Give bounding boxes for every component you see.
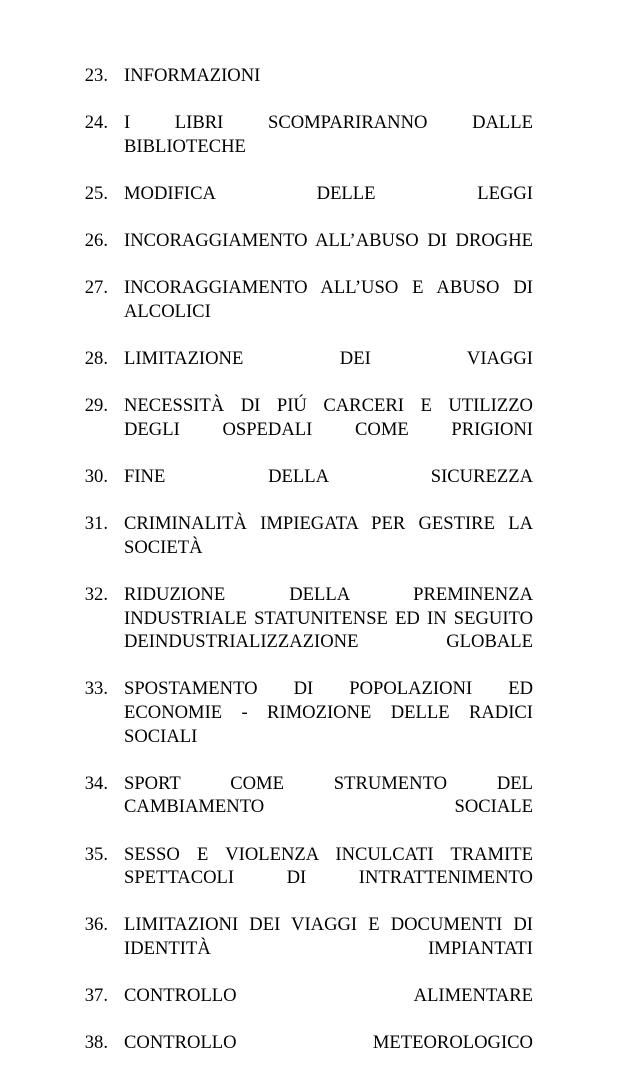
list-item-number: 34.	[84, 772, 108, 794]
list-item	[86, 512, 533, 583]
list-item	[86, 843, 533, 914]
list-item	[86, 182, 533, 229]
list-item-number: 35.	[84, 843, 108, 865]
list-item-number: 31.	[84, 513, 108, 535]
list-item-text: MODIFICA DELLE LEGGI	[124, 182, 533, 204]
list-item-text: RIDUZIONE DELLA PREMINENZA INDUSTRIALE STATUNITENSE ED IN SEGUITO DEINDUSTRIALIZZAZIONE GLOBALE	[124, 584, 533, 653]
list-item-number: 23.	[84, 65, 108, 86]
list-item	[86, 772, 533, 843]
list-item	[86, 677, 533, 771]
list-item-text: SESSO E VIOLENZA INCULCATI TRAMITE SPETTACOLI DI INTRATTENIMENTO	[124, 843, 533, 889]
list-item	[86, 111, 533, 182]
list-item-text: SPORT COME STRUMENTO DEL CAMBIAMENTO SOCIALE	[124, 772, 533, 818]
list-item-number: 26.	[84, 230, 108, 252]
list-item	[86, 276, 533, 347]
list-item-number: 38.	[84, 1032, 108, 1054]
list-item	[86, 394, 533, 465]
list-item-text: INCORAGGIAMENTO ALL’USO E ABUSO DI ALCOLICI	[124, 277, 533, 322]
list-item	[86, 913, 533, 984]
list-item-text: SPOSTAMENTO DI POPOLAZIONI ED ECONOMIE - RIMOZIONE DELLE RADICI SOCIALI	[124, 678, 533, 747]
list-item-text: LIMITAZIONI DEI VIAGGI E DOCUMENTI DI IDENTITÀ IMPIANTATI	[124, 914, 533, 959]
document-text-block	[86, 64, 533, 1079]
list-item-text: FINE DELLA SICUREZZA	[124, 466, 533, 488]
list-item-number: 24.	[84, 112, 108, 134]
list-item	[86, 465, 533, 512]
list-item-number: 25.	[84, 182, 108, 204]
list-item	[86, 984, 533, 1031]
list-item-number: 28.	[84, 348, 108, 370]
list-item	[86, 583, 533, 677]
list-item-text: I LIBRI SCOMPARIRANNO DALLE BIBLIOTECHE	[124, 112, 533, 157]
list-item	[86, 1031, 533, 1078]
list-item-number: 29.	[84, 395, 108, 417]
list-item-text: CONTROLLO ALIMENTARE	[124, 985, 533, 1007]
list-item-number: 27.	[84, 277, 108, 299]
list-item-number: 33.	[84, 678, 108, 700]
numbered-list	[86, 64, 533, 1079]
list-item	[86, 64, 533, 111]
list-item	[86, 229, 533, 276]
list-item-text: NECESSITÀ DI PIÚ CARCERI E UTILIZZO DEGLI OSPEDALI COME PRIGIONI	[124, 395, 533, 440]
list-item-number: 36.	[84, 914, 108, 936]
list-item-number: 30.	[84, 466, 108, 488]
list-item-text: INFORMAZIONI	[124, 65, 261, 86]
list-item-text: LIMITAZIONE DEI VIAGGI	[124, 348, 533, 370]
list-item	[86, 347, 533, 394]
list-item-text: CRIMINALITÀ IMPIEGATA PER GESTIRE LA SOCIETÀ	[124, 513, 533, 558]
list-item-text: INCORAGGIAMENTO ALL’ABUSO DI DROGHE	[124, 230, 533, 252]
list-item-number: 32.	[84, 584, 108, 606]
list-item-number: 37.	[84, 985, 108, 1007]
list-item-text: CONTROLLO METEOROLOGICO	[124, 1032, 533, 1054]
